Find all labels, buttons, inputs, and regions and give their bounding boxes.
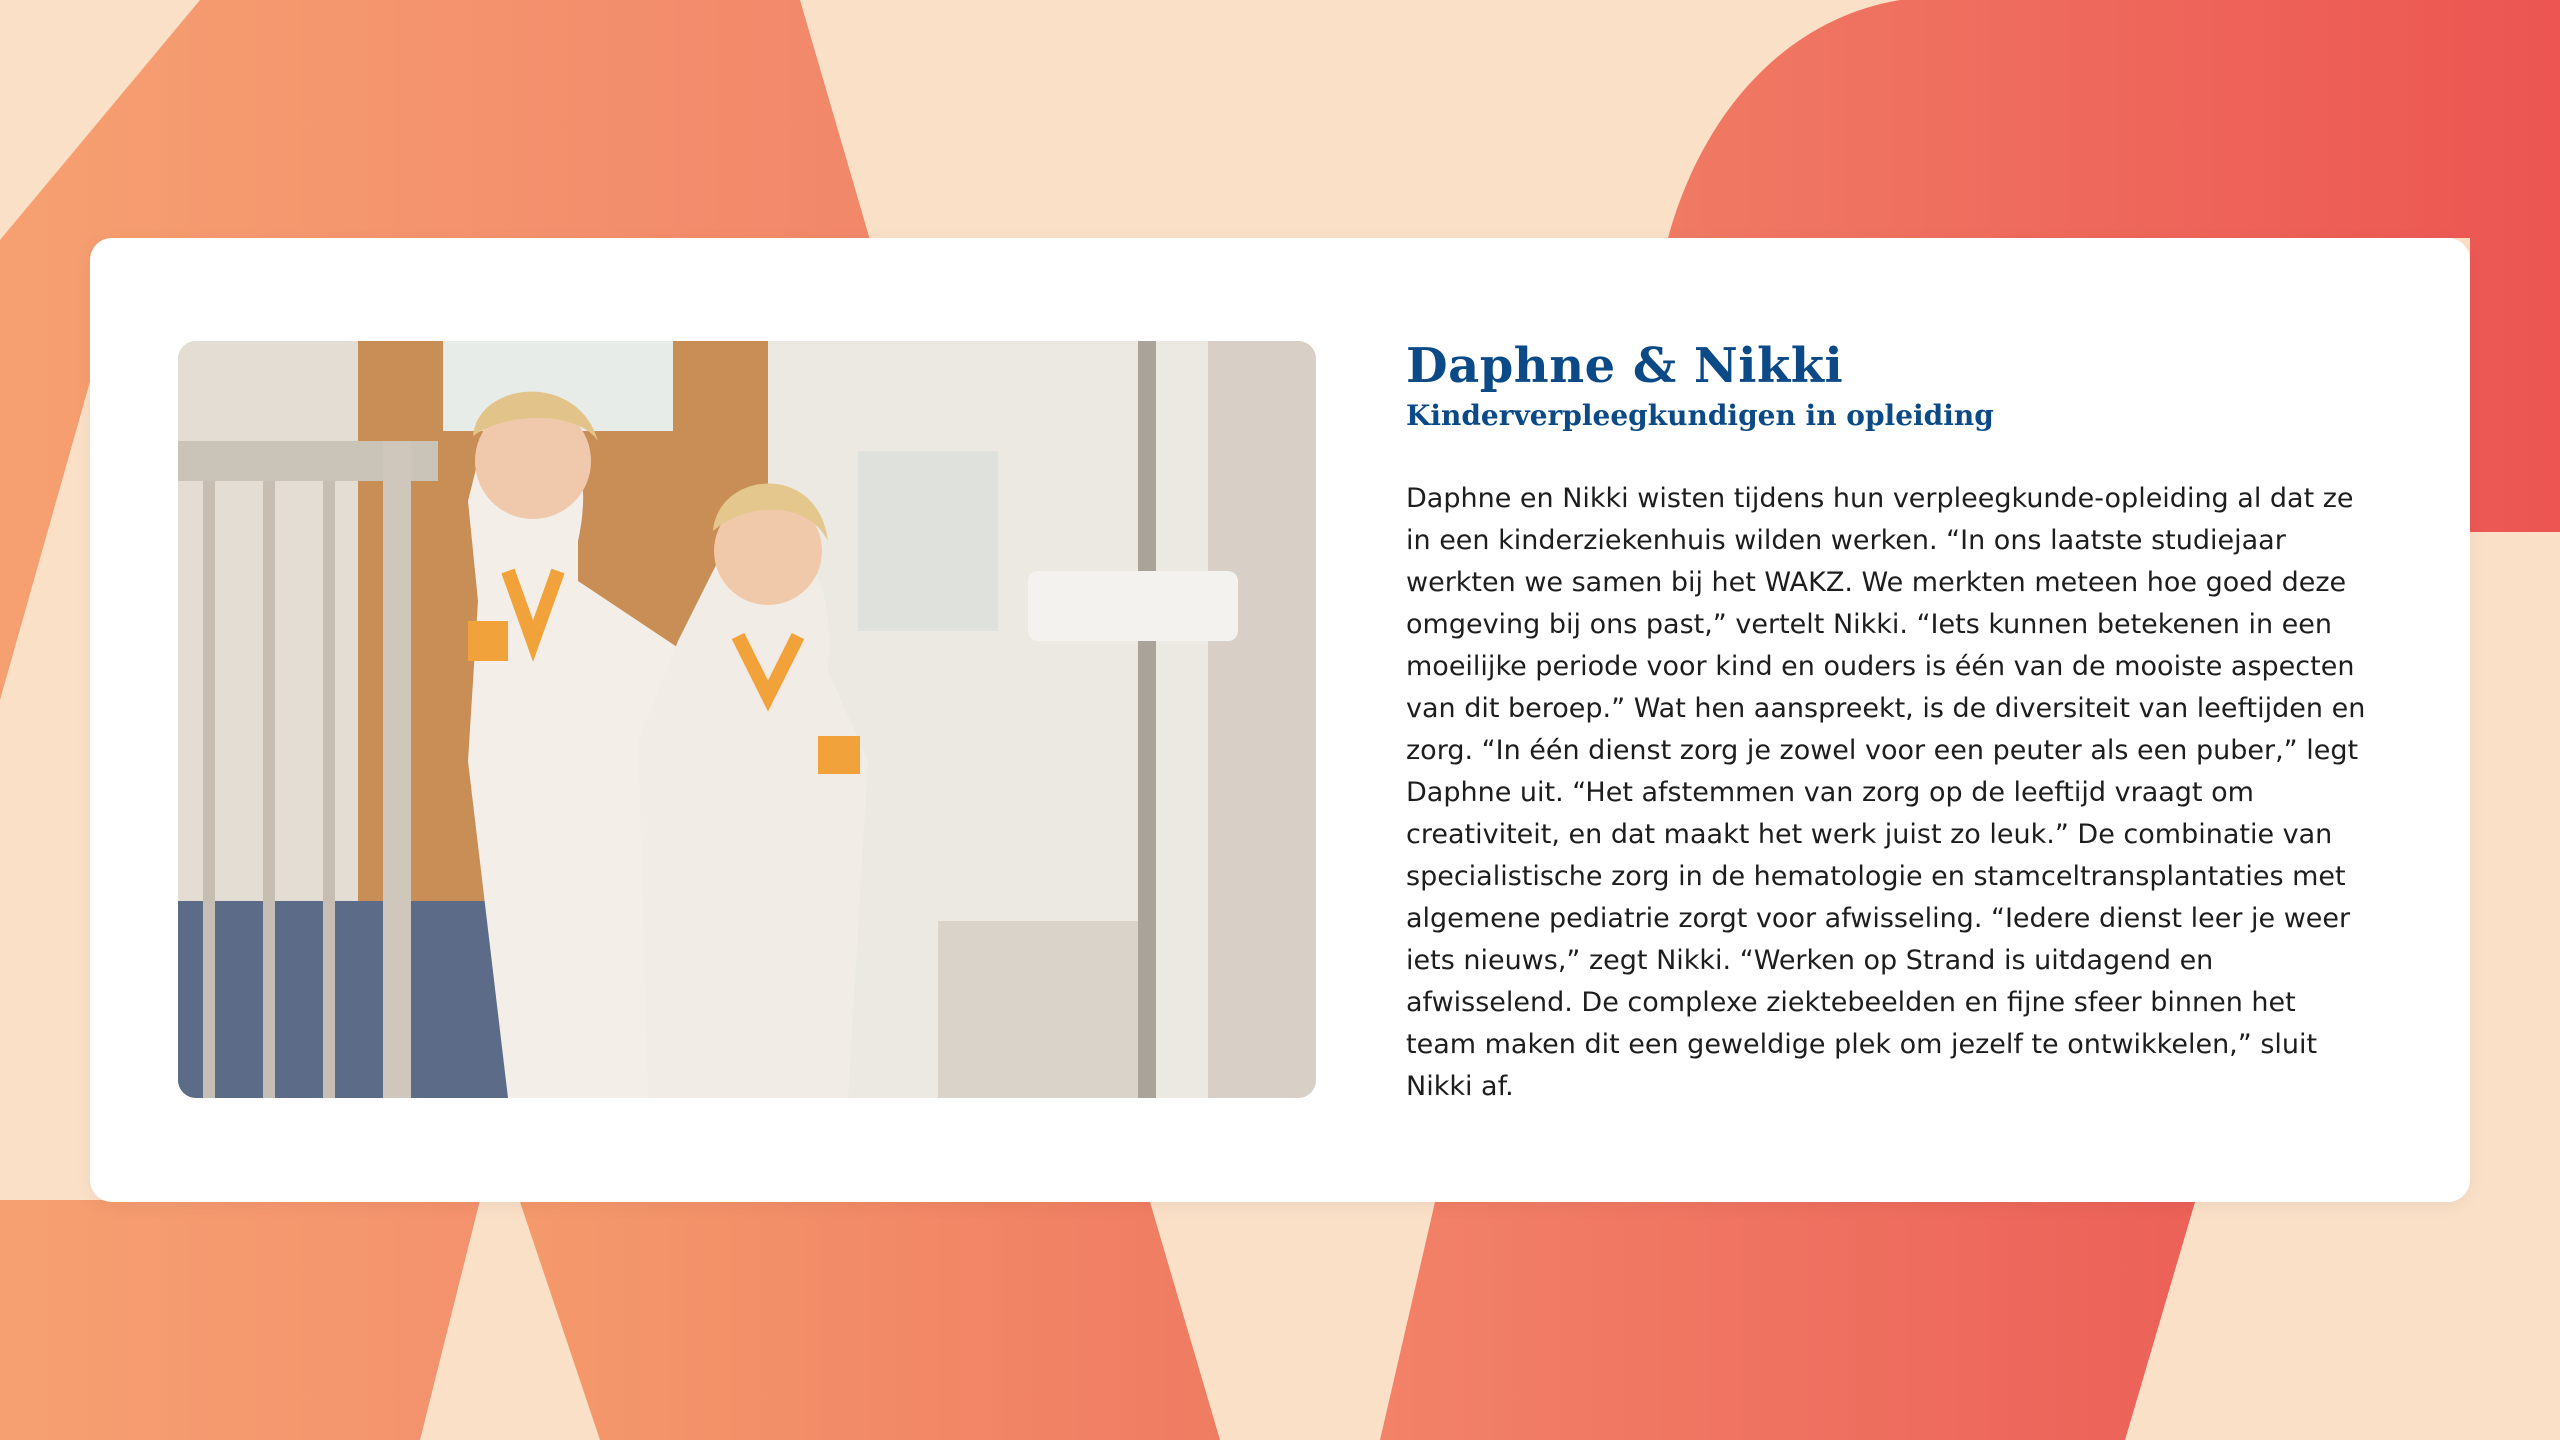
shape-bottom-middle [520,1202,1220,1440]
profile-text [1406,338,2386,1108]
photo-illustration [178,341,1316,1098]
profile-role: Kinderverpleegkundigen in opleiding [1406,399,1994,432]
profile-card [90,238,2470,1202]
nurses-photo [178,341,1316,1098]
profile-name: Daphne & Nikki [1406,338,1844,394]
shape-bottom-right [1380,1202,2195,1440]
profile-story: Daphne en Nikki wisten tijdens hun verpleegkunde-opleiding al dat ze in een kinderziekenhuis wilden werken. “In ons laatste studiejaar werkten we samen bij het WAKZ. We merkten meteen hoe goed deze omgeving bij ons past,” vertelt Nikki. “Iets kunnen betekenen in een moeilijke periode voor kind en ouders is één van de mooiste aspecten van dit beroep.” Wat hen aanspreekt, is de diversiteit van leeftijden en zorg. “In één dienst zorg je zowel voor een peuter als een puber,” legt Daphne uit. “Het afstemmen van zorg op de leeftijd vraagt om creativiteit, en dat maakt het werk juist zo leuk.” De combinatie van specialistische zorg in de hematologie en stamceltransplantaties met algemene pediatrie zorgt voor afwisseling. “Iedere dienst leer je weer iets nieuws,” zegt Nikki. “Werken op Strand is uitdagend en afwisselend. De complexe ziektebeelden en fijne sfeer binnen het team maken dit een geweldige plek om jezelf te ontwikkelen,” sluit Nikki af. [1406,483,2366,1102]
